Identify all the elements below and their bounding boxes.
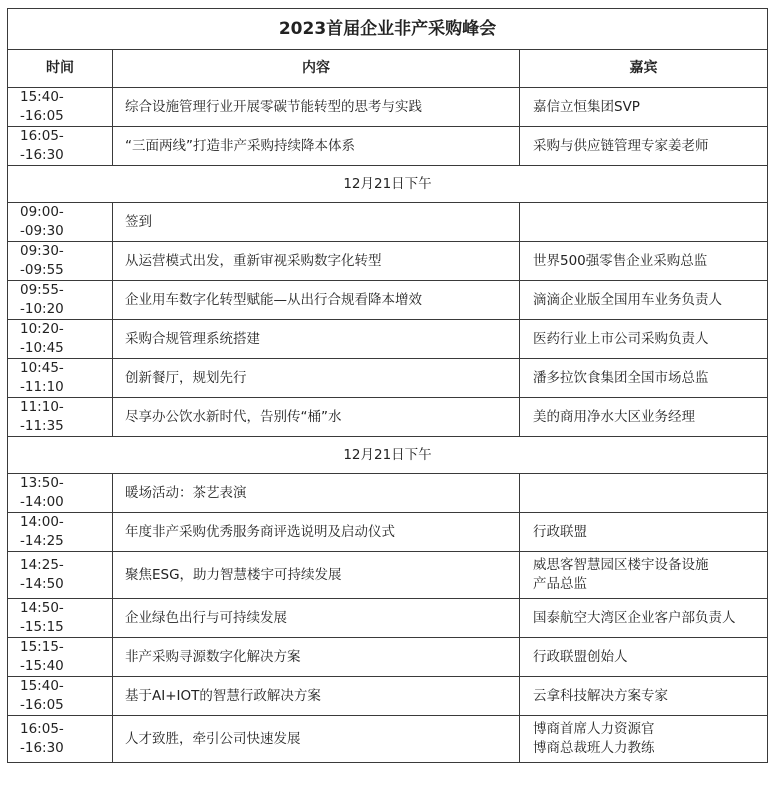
session-topic: 采购合规管理系统搭建 [113,320,520,359]
session-topic: 年度非产采购优秀服务商评选说明及启动仪式 [113,513,520,552]
guest-line: 采购与供应链管理专家姜老师 [533,137,709,154]
agenda-row [8,599,768,638]
session-topic: “三面两线”打造非产采购持续降本体系 [113,127,520,166]
session-guest [520,203,768,242]
session-topic: 从运营模式出发，重新审视采购数字化转型 [113,242,520,281]
agenda-row [8,242,768,281]
agenda-row [8,677,768,716]
session-time: 16:05--16:30 [8,716,113,763]
session-guest [520,474,768,513]
guest-line: 美的商用净水大区业务经理 [533,408,695,425]
session-topic: 暖场活动：茶艺表演 [113,474,520,513]
agenda-row [8,552,768,599]
session-topic: 签到 [113,203,520,242]
session-time: 14:00--14:25 [8,513,113,552]
header-time: 时间 [8,50,113,88]
session-topic: 企业绿色出行与可持续发展 [113,599,520,638]
session-time: 09:55--10:20 [8,281,113,320]
session-time: 13:50--14:00 [8,474,113,513]
guest-line: 嘉信立恒集团SVP [533,98,640,115]
guest-line: 潘多拉饮食集团全国市场总监 [533,369,709,386]
guest-line: 产品总监 [533,576,587,592]
session-time: 10:20--10:45 [8,320,113,359]
session-time: 11:10--11:35 [8,398,113,437]
session-topic: 聚焦ESG，助力智慧楼宇可持续发展 [113,552,520,599]
guest-line: 云拿科技解决方案专家 [533,687,668,704]
session-guest [520,513,768,552]
guest-line: 医药行业上市公司采购负责人 [533,330,709,347]
session-guest [520,552,768,599]
session-time: 15:15--15:40 [8,638,113,677]
agenda-row [8,474,768,513]
session-guest [520,281,768,320]
session-guest [520,398,768,437]
session-block-2 [8,203,768,437]
agenda-row [8,398,768,437]
session-time: 14:25--14:50 [8,552,113,599]
session-topic: 企业用车数字化转型赋能—从出行合规看降本增效 [113,281,520,320]
session-topic: 人才致胜，牵引公司快速发展 [113,716,520,763]
agenda-table [7,8,768,763]
agenda-row [8,716,768,763]
agenda-document [7,8,767,763]
agenda-row [8,281,768,320]
session-guest [520,359,768,398]
header-content: 内容 [113,50,520,88]
agenda-row [8,127,768,166]
session-block-1 [8,88,768,166]
agenda-row [8,203,768,242]
section-date-morning: 12月21日下午 [8,166,768,203]
session-time: 10:45--11:10 [8,359,113,398]
session-topic: 基于AI+IOT的智慧行政解决方案 [113,677,520,716]
guest-line: 威思客智慧园区楼宇设备设施 [533,557,709,573]
section-date-afternoon: 12月21日下午 [8,437,768,474]
session-topic: 非产采购寻源数字化解决方案 [113,638,520,677]
session-time: 09:30--09:55 [8,242,113,281]
agenda-row [8,513,768,552]
session-guest [520,88,768,127]
session-guest [520,716,768,763]
agenda-row [8,88,768,127]
session-topic: 创新餐厅，规划先行 [113,359,520,398]
session-guest [520,638,768,677]
session-topic: 综合设施管理行业开展零碳节能转型的思考与实践 [113,88,520,127]
session-time: 15:40--16:05 [8,88,113,127]
session-time: 09:00--09:30 [8,203,113,242]
guest-line: 博商总裁班人力教练 [533,740,655,756]
session-guest [520,127,768,166]
guest-line: 博商首席人力资源官 [533,721,655,737]
agenda-row [8,638,768,677]
session-guest [520,599,768,638]
session-guest [520,677,768,716]
guest-line: 行政联盟 [533,523,587,540]
session-time: 14:50--15:15 [8,599,113,638]
session-block-3 [8,474,768,763]
header-guest: 嘉宾 [520,50,768,88]
session-time: 16:05--16:30 [8,127,113,166]
guest-line: 国泰航空大湾区企业客户部负责人 [533,609,736,626]
session-guest [520,320,768,359]
guest-line: 世界500强零售企业采购总监 [533,252,708,269]
session-time: 15:40--16:05 [8,677,113,716]
agenda-row [8,359,768,398]
session-topic: 尽享办公饮水新时代，告别传“桶”水 [113,398,520,437]
guest-line: 滴滴企业版全国用车业务负责人 [533,291,722,308]
session-guest [520,242,768,281]
agenda-title: 2023首届企业非产采购峰会 [8,9,768,50]
guest-line: 行政联盟创始人 [533,648,628,665]
agenda-row [8,320,768,359]
